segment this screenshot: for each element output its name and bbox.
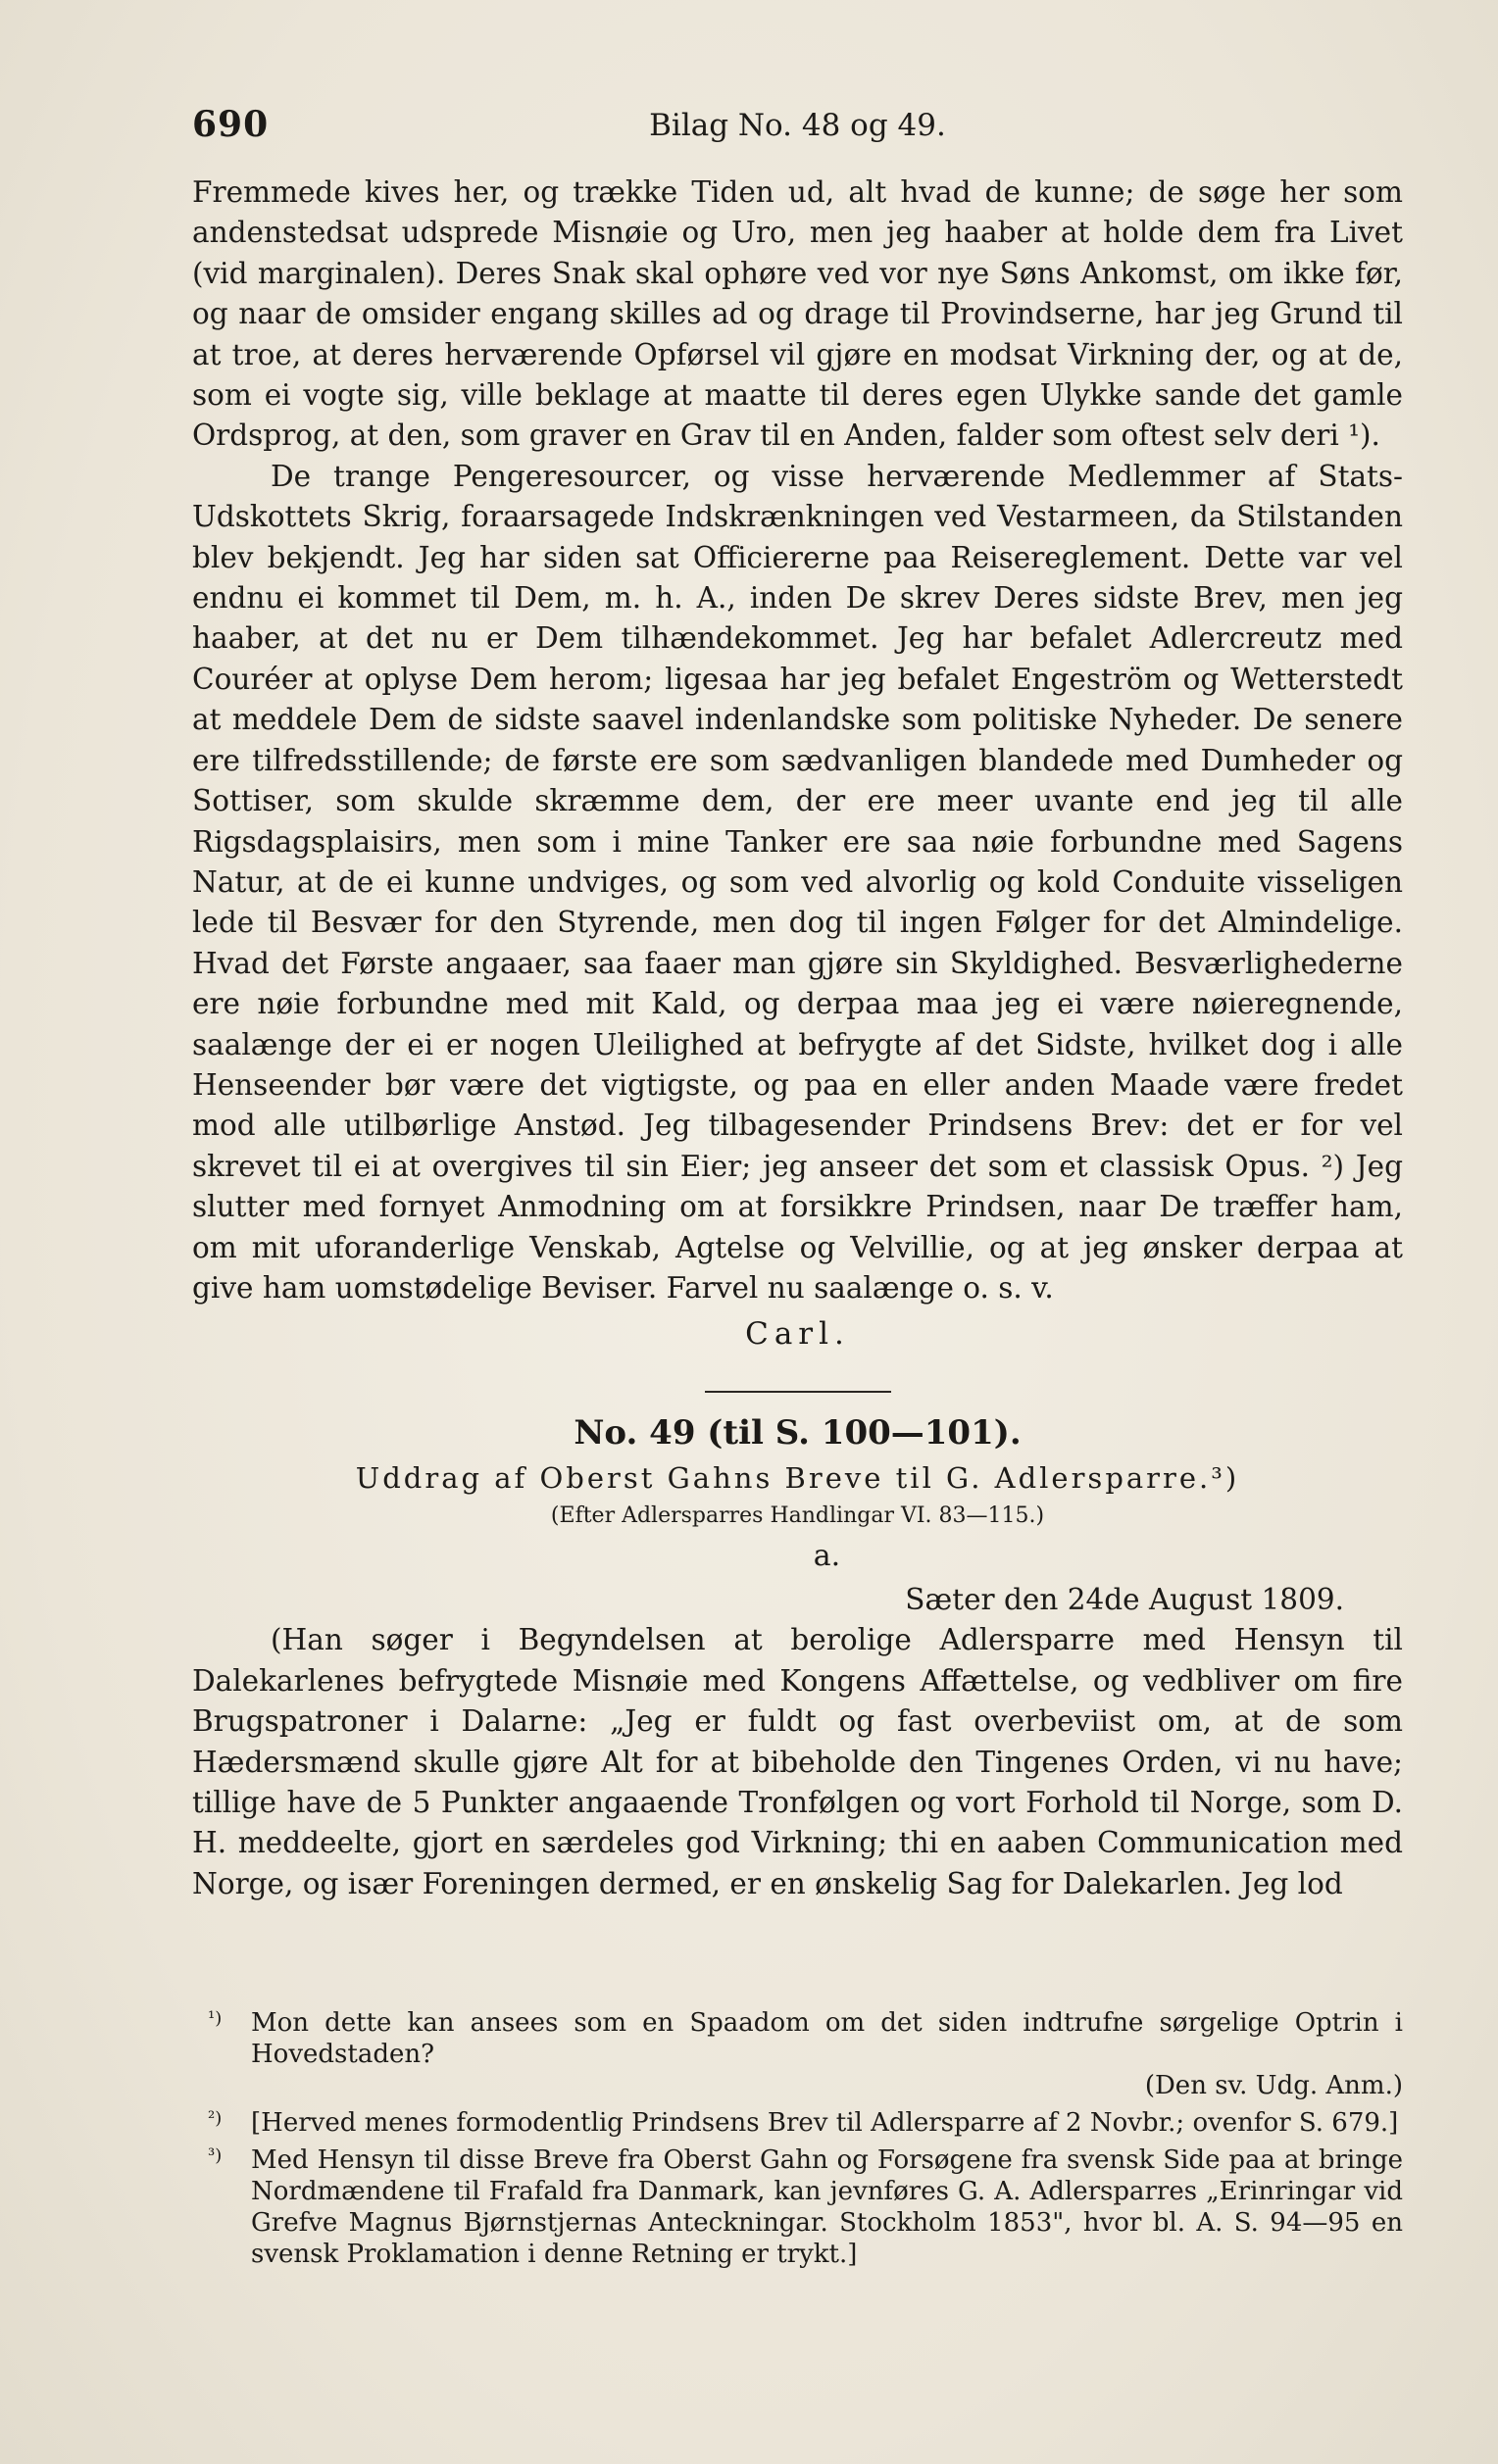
letter48-paragraph-1: Fremmede kives her, og trække Tiden ud, alt hvad de kunne; de søge her som andenstedsat udsprede Misnøie og Uro, men jeg haaber at holde dem fra Livet (vid marginalen). Deres Snak skal ophøre ved vor nye Søns Ankomst, om ikke før, og naar de omsider engang skilles ad og drage til Provindserne, har jeg Grund til at troe, at deres herværende Opførsel vil gjøre en modsat Virkning der, og at de, som ei vogte sig, ville beklage at maatte til deres egen Ulykke sande det gamle Ordsprog, at den, som graver en Grav til en Anden, falder som oftest selv deri ¹).	[192, 175, 1403, 453]
footnote-text: Mon dette kan ansees som en Spaadom om det siden indtrufne sørgelige Optrin i Hovedstaden?	[251, 2008, 1403, 2069]
footnote-text: [Herved menes formodentlig Prindsens Brev til Adlersparre af 2 Novbr.; ovenfor S. 679.]	[251, 2108, 1399, 2138]
main-text	[192, 172, 1403, 1904]
running-head: Bilag No. 48 og 49.	[649, 108, 946, 143]
footnote	[192, 2107, 1403, 2139]
doc49-source: (Efter Adlersparres Handlingar VI. 83—115.)	[550, 1503, 1045, 1529]
section-letter: a.	[813, 1539, 841, 1574]
footnote-text: Med Hensyn til disse Breve fra Oberst Gahn og Forsøgene fra svensk Side paa at bringe Nordmændene til Frafald fra Danmark, kan jevnføres G. A. Adlersparres „Erinringar vid Grefve Magnus Bjørnstjernas Anteckningar. Stockholm 1853", hvor bl. A. S. 94—95 en svensk Proklamation i denne Retning er trykt.]	[251, 2145, 1403, 2269]
page-number: 690	[192, 104, 270, 145]
signature: Carl.	[745, 1316, 850, 1353]
footnote	[192, 2144, 1403, 2270]
footnote-mark: ³)	[208, 2145, 223, 2166]
letter48-paragraph-2: De trange Pengeresourcer, og visse herværende Medlemmer af Stats-Udskottets Skrig, foraarsagede Indskrænkningen ved Vestarmeen, da Stilstanden blev bekjendt. Jeg har siden sat Officiererne paa Reisereglement. Dette var vel endnu ei kommet til Dem, m. h. A., inden De skrev Deres sidste Brev, men jeg haaber, at det nu er Dem tilhændekommet. Jeg har befalet Adlercreutz med Couréer at oplyse Dem herom; ligesaa har jeg befalet Engeström og Wetterstedt at meddele Dem de sidste saavel indenlandske som politiske Nyheder. De senere ere tilfredsstillende; de første ere som sædvanligen blandede med Dumheder og Sottiser, som skulde skræmme dem, der ere meer uvante end jeg til alle Rigsdagsplaisirs, men som i mine Tanker ere saa nøie forbundne med Sagens Natur, at de ei kunne undviges, og som ved alvorlig og kold Conduite visseligen lede til Besvær for den Styrende, men dog til ingen Følger for det Almindelige. Hvad det Første angaaer, saa faaer man gjøre sin Skyldighed. Besværlighederne ere nøie forbundne med mit Kald, og derpaa maa jeg ei være nøieregnende, saalænge der ei er nogen Uleilighed at befrygte af det Sidste, hvilket dog i alle Henseender bør være det vigtigste, og paa en eller anden Maade være fredet mod alle utilbørlige Anstød. Jeg tilbagesender Prindsens Brev: det er for vel skrevet til ei at overgives til sin Eier; jeg anseer det som et classisk Opus. ²) Jeg slutter med fornyet Anmodning om at forsikkre Prindsen, naar De træffer ham, om mit uforanderlige Venskab, Agtelse og Velvillie, og at jeg ønsker derpaa at give ham uomstødelige Beviser. Farvel nu saalænge o. s. v.	[192, 459, 1403, 1305]
section-divider	[705, 1391, 891, 1393]
footnote-mark: ¹)	[208, 2008, 223, 2029]
footnote-mark: ²)	[208, 2108, 223, 2129]
doc49-subtitle: Uddrag af Oberst Gahns Breve til G. Adlersparre.³)	[355, 1461, 1240, 1496]
footnote	[192, 2007, 1403, 2101]
page-header	[192, 104, 1403, 151]
dateline: Sæter den 24de August 1809.	[905, 1583, 1344, 1617]
footnotes	[192, 2007, 1403, 2276]
doc49-paragraph: (Han søger i Begyndelsen at berolige Adlersparre med Hensyn til Dalekarlenes befrygtede Misnøie med Kongens Affættelse, og vedbliver om fire Brugspatroner i Dalarne: „Jeg er fuldt og fast overbeviist om, at de som Hædersmænd skulle gjøre Alt for at bibeholde den Tingenes Orden, vi nu have; tillige have de 5 Punkter angaaende Tronfølgen og vort Forhold til Norge, som D. H. meddeelte, gjort en særdeles god Virkning; thi en aaben Communication med Norge, og især Foreningen dermed, er en ønskelig Sag for Dalekarlen. Jeg lod	[192, 1623, 1403, 1900]
footnote-attribution: (Den sv. Udg. Anm.)	[1144, 2071, 1403, 2100]
doc49-title: No. 49 (til S. 100—101).	[574, 1413, 1022, 1454]
